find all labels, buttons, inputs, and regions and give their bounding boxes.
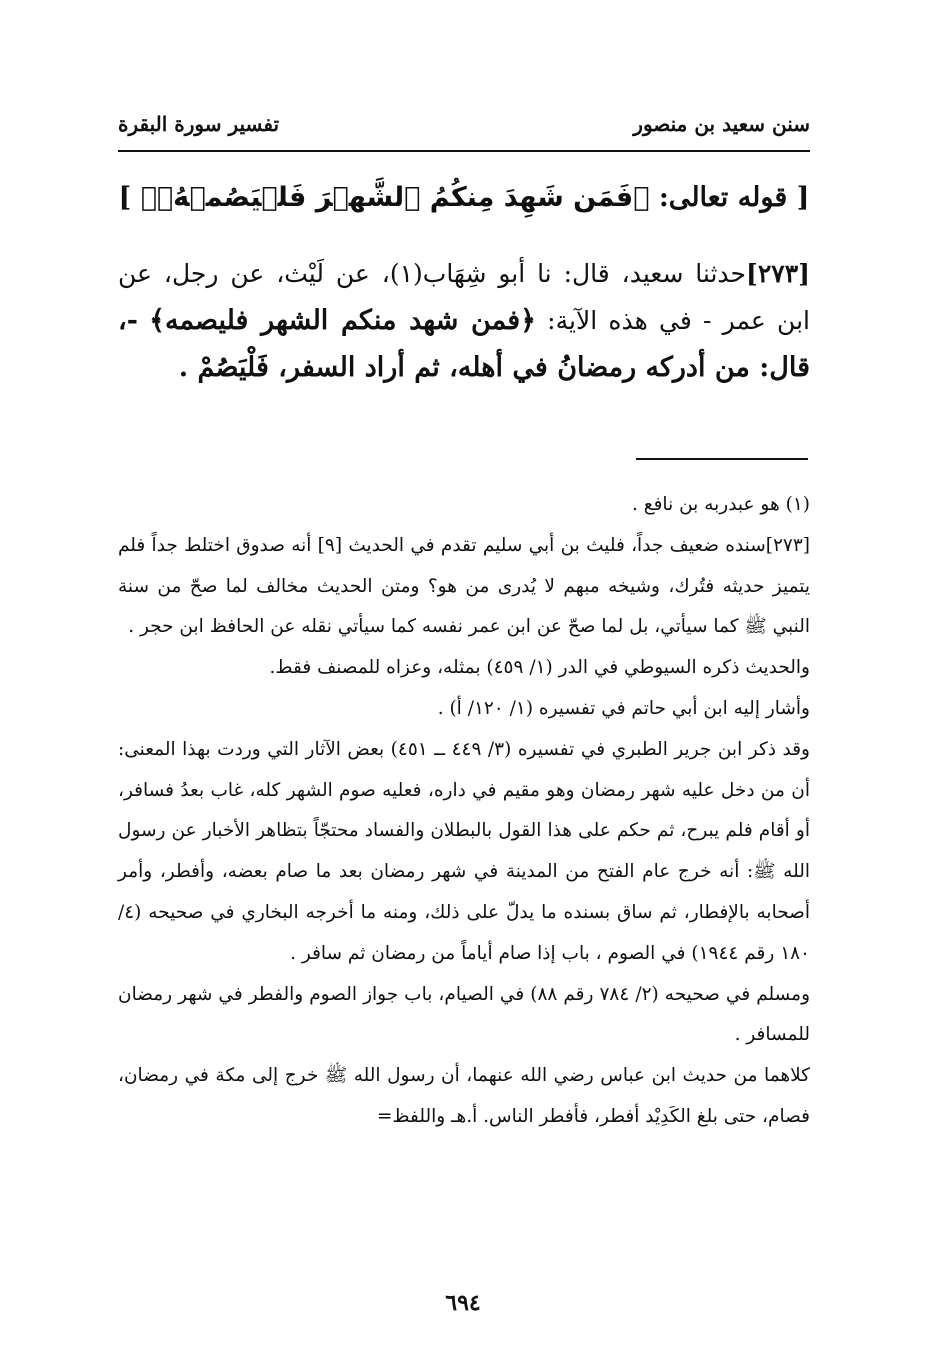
hadith-number: [٢٧٣] (746, 259, 810, 288)
footnote-ibn-abbas: كلاهما من حديث ابن عباس رضي الله عنهما، أن رسول الله ﷺ خرج إلى مكة في رمضان، فصام، حتى بلغ الكَدِيْد أفطر، فأفطر الناس. أ.هـ واللفظ= (118, 1065, 810, 1127)
footnote-tabari: وقد ذكر ابن جرير الطبري في تفسيره (٣/ ٤٤٩ ــ ٤٥١) بعض الآثار التي وردت بهذا المعنى: أن من دخل عليه شهر رمضان وهو مقيم في داره، فعليه صوم الشهر كله، غاب بعدُ فسافر، أو أقام فلم يبرح، ثم حكم على هذا القول بالبطلان والفساد محتجّاً بتظاهر الأخبار عن رسول الله ﷺ: أنه خرج عام الفتح من المدينة في شهر رمضان بعد ما صام بعضه، وأفطر، وأمر أصحابه بالإفطار، ثم ساق بسنده ما يدلّ على ذلك، ومنه ما أخرجه البخاري في صحيحه (٤/ ١٨٠ رقم ١٩٤٤) في الصوم ، باب إذا صام أياماً من رمضان ثم سافر . (118, 738, 810, 964)
section-title: تفسير سورة البقرة (118, 112, 280, 136)
header-divider (118, 150, 810, 152)
footnote-muslim: ومسلم في صحيحه (٢/ ٧٨٤ رقم ٨٨) في الصيام، باب جواز الصوم والفطر في شهر رمضان للمسافر . (118, 983, 811, 1046)
hadith-chain: حدثنا سعيد، قال: نا أبو شِهَاب(١)، عن لَيْث، عن رجل، عن ابن عمر - في هذه الآية: (118, 259, 810, 335)
heading-open-bracket: [ (796, 182, 810, 213)
verse-heading (118, 182, 810, 213)
hadith-matn: -، قال: من أدركه رمضانُ في أهله، ثم أراد السفر، فَلْيَصُمْ . (118, 305, 810, 383)
footnote-ibn-abi-hatim: وأشار إليه ابن أبي حاتم في تفسيره (١/ ١٢٠/ أ) . (437, 697, 810, 719)
running-header (118, 112, 810, 148)
hadith-quote: ﴿فمن شهد منكم الشهر فليصمه﴾ (149, 305, 536, 336)
heading-prefix: قوله تعالى: (658, 182, 788, 213)
hadith-text (118, 250, 810, 391)
heading-close-bracket: ] (118, 182, 132, 213)
book-title: سنن سعيد بن منصور (633, 112, 810, 136)
footnote-suyuti: والحديث ذكره السيوطي في الدر (١/ ٤٥٩) بمثله، وعزاه للمصنف فقط. (269, 657, 810, 679)
heading-verse: ﴿فَمَن شَهِدَ مِنكُمُ ٱلشَّهۡرَ فَلۡيَصُمۡهُۖ﴾ (140, 182, 650, 213)
footnote-1: (١) هو عبدربه بن نافع . (631, 494, 810, 515)
page-number: ٦٩٤ (445, 1290, 481, 1316)
footnote-takhrij: [٢٧٣]سنده ضعيف جداً، فليث بن أبي سليم تقدم في الحديث [٩] أنه صدوق اختلط جداً فلم يتميز حديثه فتُرك، وشيخه مبهم لا يُدرى من هو؟ ومتن الحديث مخالف لما صحّ من سنة النبي ﷺ كما سيأتي، بل لما صحّ عن ابن عمر نفسه كما سيأتي نقله عن الحافظ ابن حجر . (118, 534, 810, 638)
footnotes (118, 485, 810, 1138)
footnote-divider (636, 458, 808, 460)
